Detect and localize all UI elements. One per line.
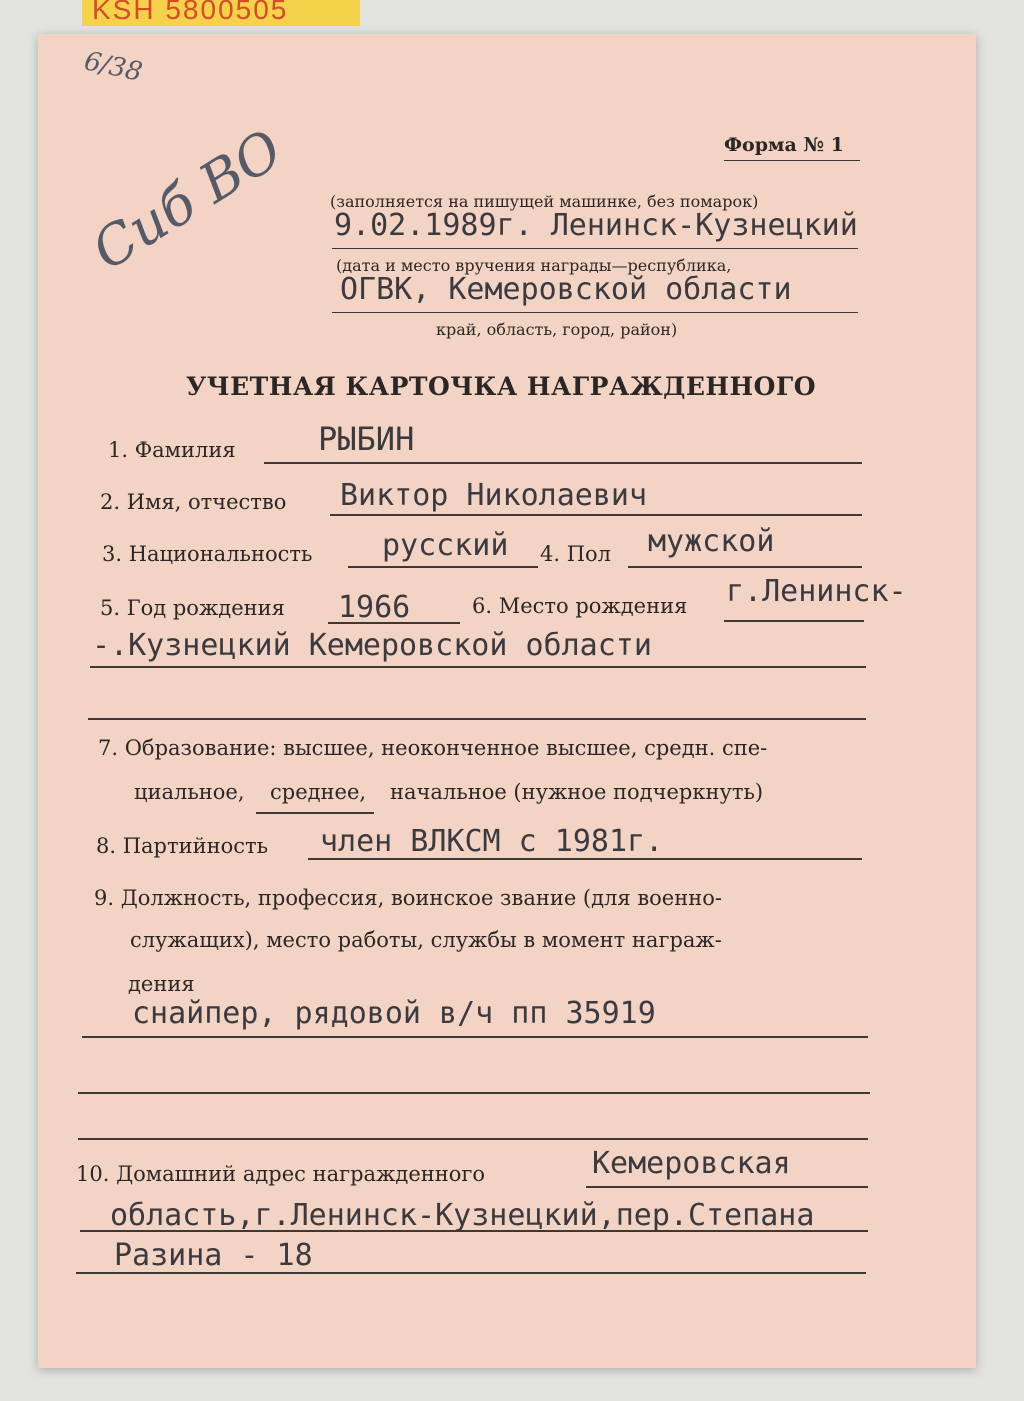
award-place: ОГВК, Кемеровской области <box>340 272 792 307</box>
address-value-1: Кемеровская <box>592 1146 791 1181</box>
position-line-c <box>78 1138 868 1140</box>
birth-place-value-1: г.Ленинск- <box>726 574 907 609</box>
sticker-number: KSH 5800505 <box>92 0 289 25</box>
nationality-label: 3. Национальность <box>102 542 313 566</box>
award-caption-2: край, область, город, район) <box>436 320 678 339</box>
education-selected: среднее, <box>270 780 367 804</box>
party-line <box>308 858 862 860</box>
award-caption-1: (дата и место вручения награды—республика, <box>336 256 732 275</box>
award-date-place: 9.02.1989г. Ленинск-Кузнецкий <box>334 208 858 243</box>
education-line-1: 7. Образование: высшее, неоконченное высшее, средн. спе- <box>98 736 768 760</box>
birth-place-value-2: -.Кузнецкий Кемеровской области <box>92 628 652 663</box>
surname-label: 1. Фамилия <box>108 438 236 462</box>
position-line-a <box>82 1036 868 1038</box>
birth-year-label: 5. Год рождения <box>100 596 285 620</box>
position-line-b <box>78 1092 870 1094</box>
surname-line <box>264 462 862 464</box>
form-number: Форма № 1 <box>724 134 844 156</box>
birth-year-line <box>328 622 460 624</box>
handwritten-corner-note: 6/38 <box>81 46 145 88</box>
award-record-card <box>38 34 976 1368</box>
award-date-line <box>332 248 858 249</box>
address-line-2 <box>80 1230 868 1232</box>
form-number-underline <box>724 160 860 161</box>
party-value: член ВЛКСМ с 1981г. <box>320 824 664 859</box>
birth-place-line-3 <box>88 718 866 720</box>
sex-label: 4. Пол <box>540 542 612 566</box>
party-label: 8. Партийность <box>96 834 269 858</box>
card-title: УЧЕТНАЯ КАРТОЧКА НАГРАЖДЕННОГО <box>186 372 816 401</box>
position-line-1: 9. Должность, профессия, воинское звание (для военно- <box>94 886 722 910</box>
nationality-value: русский <box>382 528 509 563</box>
address-value-3: Разина - 18 <box>114 1238 313 1273</box>
address-line-1 <box>586 1186 868 1188</box>
nationality-line <box>348 566 538 568</box>
education-selected-underline <box>256 812 374 814</box>
award-place-line <box>332 312 858 313</box>
position-line-2: служащих), место работы, службы в момент награж- <box>130 928 722 952</box>
instruction-note: (заполняется на пишущей машинке, без помарок) <box>330 192 759 211</box>
position-value: снайпер, рядовой в/ч пп 35919 <box>132 996 656 1031</box>
address-value-2: область,г.Ленинск-Кузнецкий,пер.Степана <box>110 1198 815 1233</box>
name-value: Виктор Николаевич <box>340 478 648 513</box>
name-line <box>330 514 862 516</box>
surname-value: РЫБИН <box>318 420 415 458</box>
education-line-2a: циальное, <box>134 780 245 804</box>
sex-line <box>628 566 862 568</box>
birth-place-label: 6. Место рождения <box>472 594 688 618</box>
address-label: 10. Домашний адрес награжденного <box>76 1162 486 1186</box>
name-label: 2. Имя, отчество <box>100 490 287 514</box>
education-line-2b: начальное (нужное подчеркнуть) <box>390 780 764 804</box>
birth-year-value: 1966 <box>338 590 411 625</box>
address-line-3 <box>76 1272 866 1274</box>
birth-place-line-2 <box>90 666 866 668</box>
birth-place-line-1 <box>724 620 864 622</box>
position-line-3: дения <box>128 972 195 996</box>
sex-value: мужской <box>648 524 775 559</box>
handwritten-side-note: Сиб ВО <box>81 117 293 283</box>
